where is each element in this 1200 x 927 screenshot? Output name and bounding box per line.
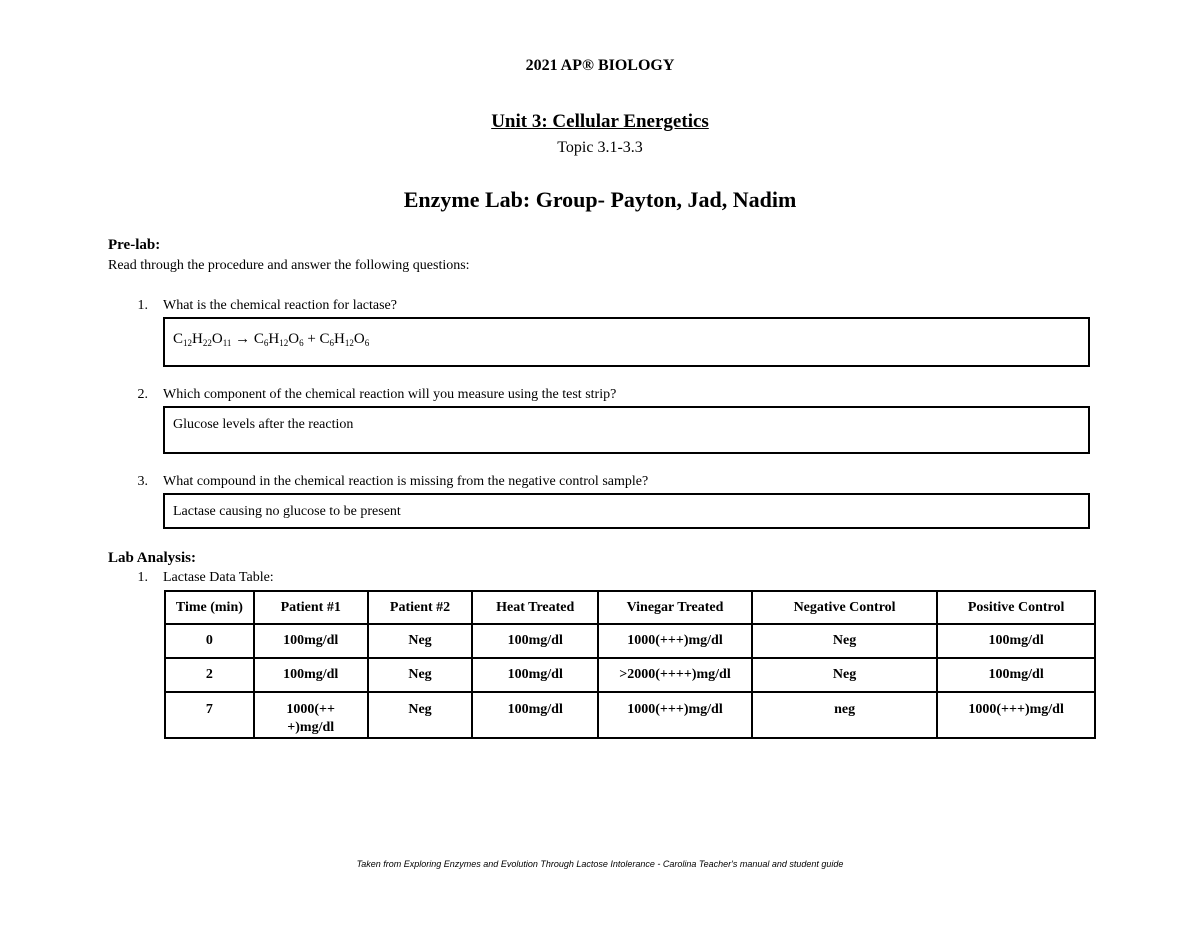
table-header-row xyxy=(165,591,1095,624)
table-cell: 7 xyxy=(165,692,254,738)
table-cell: 1000(++ +)mg/dl xyxy=(254,692,368,738)
table-cell: 0 xyxy=(165,624,254,658)
prelab-instructions: Read through the procedure and answer the following questions: xyxy=(108,258,470,273)
table-cell: 100mg/dl xyxy=(472,658,598,692)
chemical-equation: $C_{12}H_{22}O_{11} \to C_6H_{12}O_6 + C_6H_{12}O_6$ xyxy=(173,331,370,348)
question-number: 3. xyxy=(137,474,148,489)
table-cell: 100mg/dl xyxy=(937,658,1095,692)
unit-title xyxy=(0,111,1200,133)
table-row xyxy=(165,692,1095,738)
question-text: Which component of the chemical reaction will you measure using the test strip? xyxy=(163,387,617,402)
answer-text: Glucose levels after the reaction xyxy=(173,417,354,432)
answer-box-2[interactable] xyxy=(163,406,1090,454)
topic-subtitle: Topic 3.1-3.3 xyxy=(557,139,643,156)
table-row xyxy=(165,658,1095,692)
table-cell: 100mg/dl xyxy=(937,624,1095,658)
table-cell: 100mg/dl xyxy=(472,624,598,658)
analysis-item-label: Lactase Data Table: xyxy=(163,570,274,585)
prelab-heading: Pre-lab: xyxy=(108,237,161,253)
course-header: 2021 AP® BIOLOGY xyxy=(525,57,675,74)
unit-title-text: Unit 3: Cellular Energetics xyxy=(491,111,709,132)
table-cell: Neg xyxy=(752,624,937,658)
question-number: 1. xyxy=(137,298,148,313)
analysis-item-number: 1. xyxy=(137,570,148,585)
column-header-patient-1: Patient #1 xyxy=(254,591,368,624)
lab-title: Enzyme Lab: Group- Payton, Jad, Nadim xyxy=(403,187,797,212)
answer-box-3[interactable] xyxy=(163,493,1090,529)
table-cell: 100mg/dl xyxy=(254,658,368,692)
table-cell: 2 xyxy=(165,658,254,692)
table-cell: 1000(+++)mg/dl xyxy=(598,692,752,738)
column-header-patient-2: Patient #2 xyxy=(368,591,473,624)
source-citation-footer: Taken from Exploring Enzymes and Evolution Through Lactose Intolerance - Carolina Teacher's manual and student guide xyxy=(356,859,844,869)
table-cell: 100mg/dl xyxy=(472,692,598,738)
table-cell: >2000(++++)mg/dl xyxy=(598,658,752,692)
column-header-vinegar-treated: Vinegar Treated xyxy=(598,591,752,624)
table-cell: 100mg/dl xyxy=(254,624,368,658)
table-cell: 1000(+++)mg/dl xyxy=(598,624,752,658)
table-row xyxy=(165,624,1095,658)
column-header-positive-control: Positive Control xyxy=(937,591,1095,624)
table-cell: 1000(+++)mg/dl xyxy=(937,692,1095,738)
answer-box-1[interactable] xyxy=(163,317,1090,367)
answer-text: Lactase causing no glucose to be present xyxy=(173,504,401,519)
table-cell: Neg xyxy=(752,658,937,692)
column-header-negative-control: Negative Control xyxy=(752,591,937,624)
table-cell: neg xyxy=(752,692,937,738)
table-cell: Neg xyxy=(368,692,473,738)
question-number: 2. xyxy=(137,387,148,402)
lab-analysis-heading: Lab Analysis: xyxy=(108,550,196,566)
table-cell: Neg xyxy=(368,658,473,692)
column-header-time: Time (min) xyxy=(165,591,254,624)
lactase-data-table xyxy=(164,590,1096,739)
table-cell: Neg xyxy=(368,624,473,658)
column-header-heat-treated: Heat Treated xyxy=(472,591,598,624)
question-text: What compound in the chemical reaction is missing from the negative control sample? xyxy=(163,474,649,489)
question-text: What is the chemical reaction for lactase? xyxy=(163,298,397,313)
